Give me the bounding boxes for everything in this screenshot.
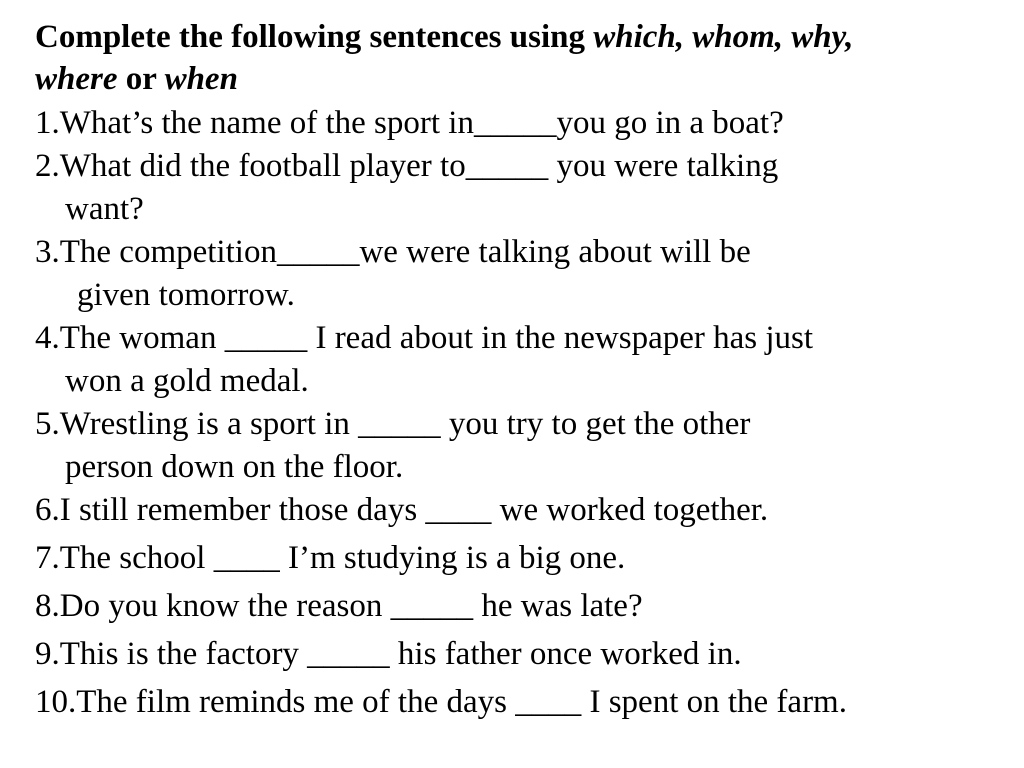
exercise-item-3 bbox=[35, 231, 751, 317]
instruction-heading bbox=[35, 16, 1020, 100]
exercise-item-7 bbox=[35, 537, 625, 580]
instruction-or: or bbox=[117, 61, 165, 97]
exercise-text: 5.Wrestling is a sport in _____ you try to get the other bbox=[35, 406, 751, 442]
exercise-text: 4.The woman _____ I read about in the newspaper has just bbox=[35, 320, 814, 356]
exercise-text: 10.The film reminds me of the days ____ I spent on the farm. bbox=[35, 684, 847, 720]
instruction-line-2 bbox=[35, 58, 1020, 100]
exercise-text: 6.I still remember those days ____ we worked together. bbox=[35, 492, 769, 528]
exercise-text: 1.What’s the name of the sport in_____you go in a boat? bbox=[35, 105, 784, 141]
instruction-word-where: where bbox=[35, 61, 118, 97]
instruction-words: which, whom, why, bbox=[593, 19, 854, 55]
exercise-item-8 bbox=[35, 585, 643, 628]
exercise-text-continued: person down on the floor. bbox=[65, 449, 404, 485]
exercise-text: 7.The school ____ I’m studying is a big one. bbox=[35, 540, 626, 576]
exercise-item-9 bbox=[35, 633, 742, 676]
exercise-item-10 bbox=[35, 681, 847, 724]
exercise-text: 3.The competition_____we were talking about will be bbox=[35, 234, 751, 270]
exercise-text: 8.Do you know the reason _____ he was late? bbox=[35, 588, 643, 624]
exercise-text-continued: given tomorrow. bbox=[77, 277, 295, 313]
exercise-item-6 bbox=[35, 489, 768, 532]
exercise-text-continued: want? bbox=[65, 191, 144, 227]
instruction-word-when: when bbox=[164, 61, 238, 97]
exercise-text-continued: won a gold medal. bbox=[65, 363, 309, 399]
exercise-item-1 bbox=[35, 102, 784, 145]
exercise-text: 2.What did the football player to_____ you were talking bbox=[35, 148, 779, 184]
instruction-lead: Complete the following sentences using bbox=[35, 19, 594, 55]
instruction-line-1 bbox=[35, 16, 1020, 58]
exercise-item-4 bbox=[35, 317, 813, 403]
exercise-item-5 bbox=[35, 403, 750, 489]
exercise-item-2 bbox=[35, 145, 778, 231]
exercise-text: 9.This is the factory _____ his father once worked in. bbox=[35, 636, 742, 672]
